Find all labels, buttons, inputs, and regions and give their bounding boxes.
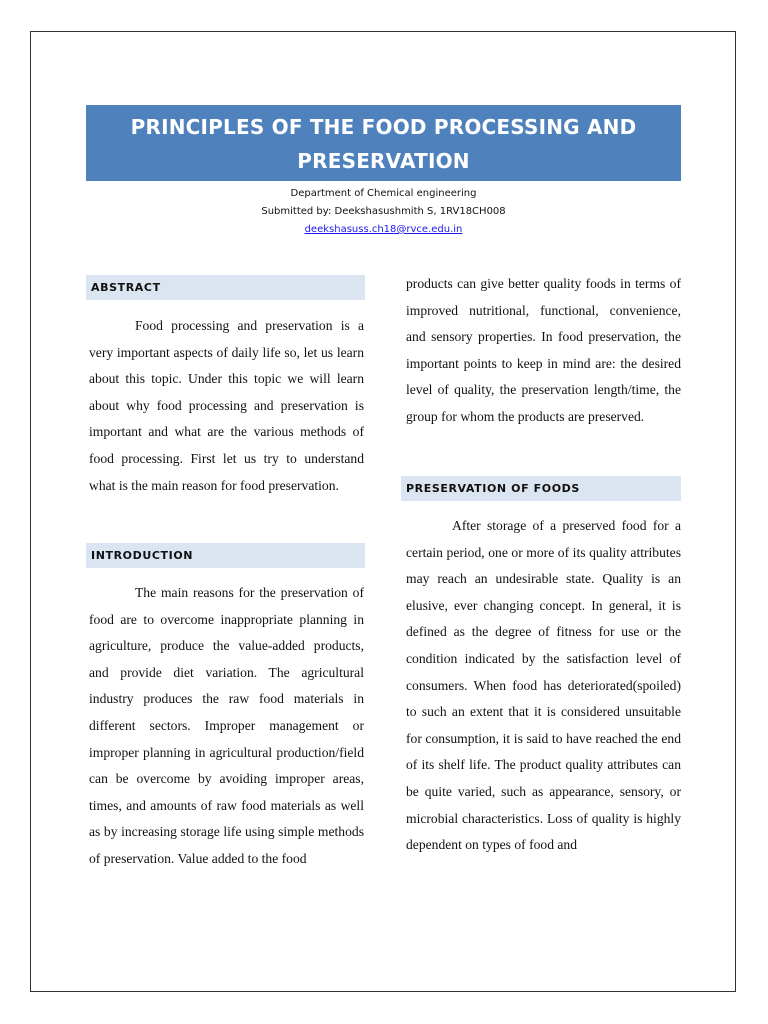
abstract-paragraph: Food processing and preservation is a very important aspects of daily life so, let us learn about this topic. Under this topic we will learn about why food processing and preservation is important and what are the various methods of food processing. First let us try to understand what is the main reason for food preservation. [89,318,364,493]
preservation-heading: PRESERVATION OF FOODS [401,476,681,501]
continuation-body [406,271,681,431]
abstract-heading: ABSTRACT [86,275,365,300]
preservation-paragraph: After storage of a preserved food for a certain period, one or more of its quality attributes may reach an undesirable state. Quality is an elusive, ever changing concept. In general, it is defined as the degree of fitness for use or the condition indicated by the satisfaction level of consumers. When food has deteriorated(spoiled) to such an extent that it is considered unsuitable for consumption, it is said to have reached the end of its shelf life. The product quality attributes can be quite varied, such as appearance, sensory, or microbial characteristics. Loss of quality is highly dependent on types of food and [406,518,681,853]
submitted-by-line: Submitted by: Deekshasushmith S, 1RV18CH008 [261,206,506,217]
title-line-1: PRINCIPLES OF THE FOOD PROCESSING AND [130,115,637,139]
title-line-2: PRESERVATION [297,149,470,173]
abstract-body [89,313,364,499]
title-banner [86,105,681,181]
introduction-heading: INTRODUCTION [86,543,365,568]
email-link[interactable]: deekshasuss.ch18@rvce.edu.in [304,224,463,235]
continuation-paragraph: products can give better quality foods in terms of improved nutritional, functional, convenience, and sensory properties. In food preservation, the important points to keep in mind are: the desired level of quality, the preservation length/time, the group for whom the products are preserved. [406,276,681,424]
introduction-body [89,580,364,873]
preservation-body [406,513,681,859]
introduction-paragraph: The main reasons for the preservation of food are to overcome inappropriate planning in agriculture, produce the value-added products, and provide diet variation. The agricultural industry produces the raw food materials in different sectors. Improper management or improper planning in agricultural production/field can be overcome by avoiding improper areas, times, and amounts of raw food materials as well as by increasing storage life using simple methods of preservation. Value added to the food [89,585,364,866]
department-line: Department of Chemical engineering [290,188,477,199]
